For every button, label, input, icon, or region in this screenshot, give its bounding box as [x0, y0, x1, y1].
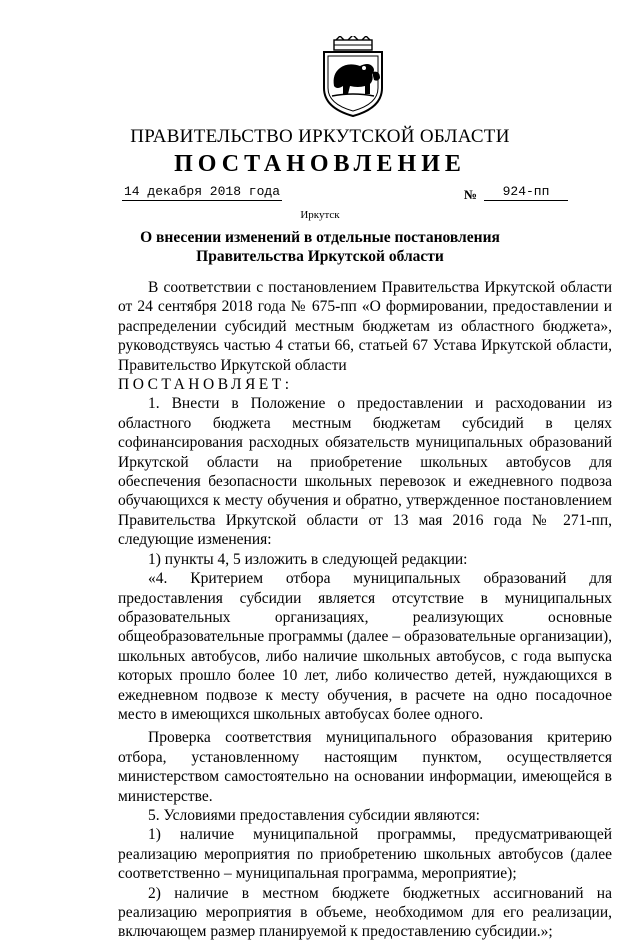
- document-subject: О внесении изменений в отдельные постановления Правительства Иркутской области: [140, 229, 500, 265]
- paragraph-point-4-check: Проверка соответствия муниципального образования критерию отбора, установленному настоящим пунктом, осуществляется министерством самостоятельно на основании информации, имеющейся в министерстве.: [118, 729, 612, 805]
- paragraph-point-5: 5. Условиями предоставления субсидии являются:: [148, 806, 480, 824]
- paragraph-point-5-condition-2: 2) наличие в местном бюджете бюджетных ассигнований на реализацию мероприятия в объеме, необходимом для его реализации, включающем размер планируемой к предоставлению субсидии.»;: [118, 884, 612, 941]
- paragraph-point-4: «4. Критерием отбора муниципальных образований для предоставления субсидии является отсутствие в муниципальных образовательных организациях, реализующих основные общеобразовательные программы (далее – образовательные организации), школьных автобусов, либо наличие школьных автобусов, с года выпуска которых прошло более 10 лет, либо количество детей, нуждающихся в ежедневном подвозе к месту обучения, в расчете на одно посадочное место в имеющихся школьных автобусах более одного.: [118, 570, 612, 723]
- resolves-heading: ПОСТАНОВЛЯЕТ:: [118, 376, 293, 394]
- document-number: 924-пп: [484, 184, 568, 201]
- government-name: ПРАВИТЕЛЬСТВО ИРКУТСКОЙ ОБЛАСТИ: [130, 126, 510, 147]
- preamble-paragraph: В соответствии с постановлением Правительства Иркутской области от 24 сентября 2018 года № 675-пп «О формировании, предоставлении и распределении субсидий местным бюджетам из областного бюджета», руководствуясь частью 4 статьи 66, статьей 67 Устава Иркутской области, Правительство Иркутской области: [118, 279, 612, 374]
- number-sign: №: [464, 187, 478, 202]
- document-body: [118, 278, 612, 942]
- irkutsk-coat-of-arms-icon: [318, 36, 388, 118]
- paragraph-subitem-1: 1) пункты 4, 5 изложить в следующей редакции:: [148, 550, 468, 568]
- city-name: Иркутск: [300, 209, 340, 221]
- paragraph-point-5-condition-1: 1) наличие муниципальной программы, предусматривающей реализацию мероприятия по приобретению школьных автобусов (далее соответственно – муниципальная программа, мероприятие);: [118, 826, 612, 883]
- document-type: ПОСТАНОВЛЕНИЕ: [174, 151, 466, 177]
- document-date: 14 декабря 2018 года: [123, 184, 281, 199]
- paragraph-item-1: 1. Внести в Положение о предоставлении и расходовании из областного бюджета местным бюджетам субсидий в целях софинансирования расходных обязательств муниципальных образований Иркутской области на приобретение школьных автобусов для обеспечения безопасности школьных перевозок и ежедневного подвоза обучающихся к месту обучения и обратно, утвержденное постановлением Правительства Иркутской области от 13 мая 2016 года № 271-пп, следующие изменения:: [118, 395, 612, 549]
